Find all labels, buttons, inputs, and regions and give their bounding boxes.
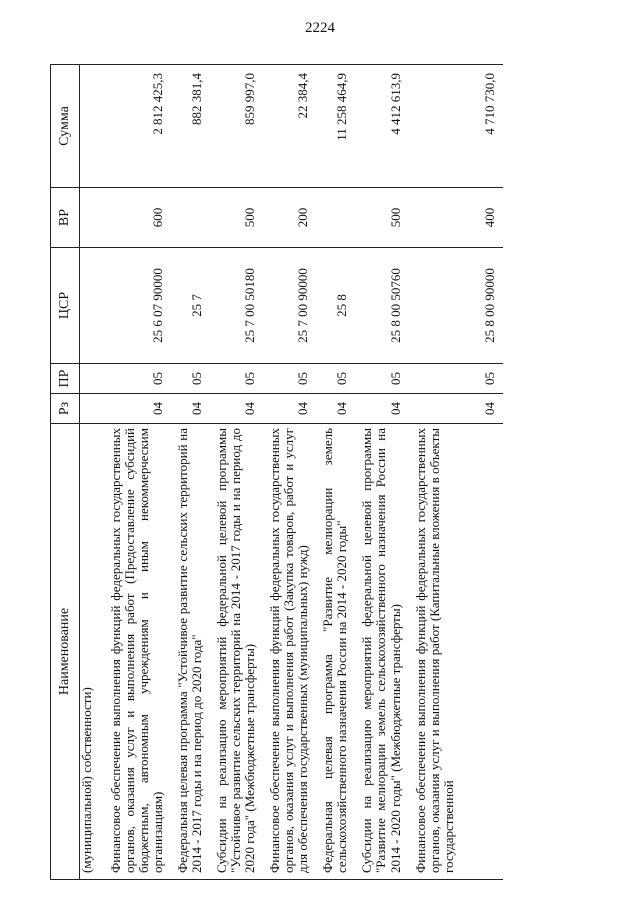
cell-name: Федеральная целевая программа "Устойчивое развитие сельских территорий на 2014 - 2017 годы и на период до 2020 года" bbox=[171, 424, 210, 880]
cell-csr: 25 8 00 90000 bbox=[409, 248, 503, 364]
cell-sum bbox=[80, 65, 105, 188]
cell-vr: 400 bbox=[409, 188, 503, 248]
header-vr: ВР bbox=[51, 188, 80, 248]
table-row bbox=[316, 65, 355, 880]
cell-sum: 4 412 613,9 bbox=[355, 65, 408, 188]
cell-csr: 25 7 00 90000 bbox=[263, 248, 316, 364]
cell-vr: 200 bbox=[263, 188, 316, 248]
header-rz: Рз bbox=[51, 394, 80, 424]
cell-vr bbox=[316, 188, 355, 248]
cell-rz: 04 bbox=[171, 394, 210, 424]
cell-rz bbox=[80, 394, 105, 424]
header-csr: ЦСР bbox=[51, 248, 80, 364]
cell-rz: 04 bbox=[355, 394, 408, 424]
cell-sum: 2 812 425,3 bbox=[104, 65, 171, 188]
cell-pr: 05 bbox=[171, 364, 210, 394]
cell-csr: 25 8 bbox=[316, 248, 355, 364]
cell-name: Федеральная целевая программа "Развитие мелиорации земель сельскохозяйственного назначения России на 2014 - 2020 годы" bbox=[316, 424, 355, 880]
cell-pr: 05 bbox=[263, 364, 316, 394]
table-row bbox=[263, 65, 316, 880]
cell-name: Финансовое обеспечение выполнения функций федеральных государственных органов, оказания услуг и выполнения работ (Предоставление субсидий бюджетным, автономным учреждениям и иным некоммерческим организациям) bbox=[104, 424, 171, 880]
budget-table-sheet bbox=[50, 65, 595, 880]
cell-rz: 04 bbox=[263, 394, 316, 424]
cell-name: Финансовое обеспечение выполнения функций федеральных государственных органов, оказания услуг и выполнения работ (Капитальные вложения в объекты государственной bbox=[409, 424, 503, 880]
header-sum: Сумма bbox=[51, 65, 80, 188]
cell-rz: 04 bbox=[210, 394, 263, 424]
cell-sum: 859 997,0 bbox=[210, 65, 263, 188]
header-pr: ПР bbox=[51, 364, 80, 394]
cell-name: Финансовое обеспечение выполнения функций федеральных государственных органов, оказания услуг и выполнения работ (Закупка товаров, работ и услуг для обеспечения государственных (муниципальных) нужд) bbox=[263, 424, 316, 880]
cell-vr: 500 bbox=[355, 188, 408, 248]
table-row bbox=[104, 65, 171, 880]
cell-csr bbox=[80, 248, 105, 364]
cell-csr: 25 6 07 90000 bbox=[104, 248, 171, 364]
cell-vr: 500 bbox=[210, 188, 263, 248]
page-number: 2224 bbox=[305, 20, 335, 36]
cell-pr: 05 bbox=[210, 364, 263, 394]
table-row bbox=[210, 65, 263, 880]
cell-pr: 05 bbox=[104, 364, 171, 394]
cell-csr: 25 8 00 50760 bbox=[355, 248, 408, 364]
cell-name: Субсидии на реализацию мероприятий федеральной целевой программы "Устойчивое развитие сельских территорий на 2014 - 2017 годы и на период до 2020 года" (Межбюджетные трансферты) bbox=[210, 424, 263, 880]
cell-pr: 05 bbox=[355, 364, 408, 394]
cell-pr: 05 bbox=[316, 364, 355, 394]
cell-rz: 04 bbox=[316, 394, 355, 424]
table-header-row bbox=[51, 65, 80, 880]
cell-name: (муниципальной) собственности) bbox=[80, 424, 105, 880]
cell-vr: 600 bbox=[104, 188, 171, 248]
table-row bbox=[409, 65, 503, 880]
cell-sum: 22 384,4 bbox=[263, 65, 316, 188]
cell-pr bbox=[80, 364, 105, 394]
cell-vr bbox=[80, 188, 105, 248]
table-row bbox=[171, 65, 210, 880]
table-row bbox=[80, 65, 105, 880]
cell-csr: 25 7 00 50180 bbox=[210, 248, 263, 364]
cell-vr bbox=[171, 188, 210, 248]
budget-table bbox=[50, 64, 503, 880]
cell-sum: 11 258 464,9 bbox=[316, 65, 355, 188]
cell-rz: 04 bbox=[409, 394, 503, 424]
cell-sum: 882 381,4 bbox=[171, 65, 210, 188]
cell-pr: 05 bbox=[409, 364, 503, 394]
cell-csr: 25 7 bbox=[171, 248, 210, 364]
cell-name: Субсидии на реализацию мероприятий федеральной целевой программы "Развитие мелиорации земель сельскохозяйственного назначения России на 2014 - 2020 годы" (Межбюджетные трансферты) bbox=[355, 424, 408, 880]
header-name: Наименование bbox=[51, 424, 80, 880]
table-row bbox=[355, 65, 408, 880]
cell-rz: 04 bbox=[104, 394, 171, 424]
cell-sum: 4 710 730,0 bbox=[409, 65, 503, 188]
